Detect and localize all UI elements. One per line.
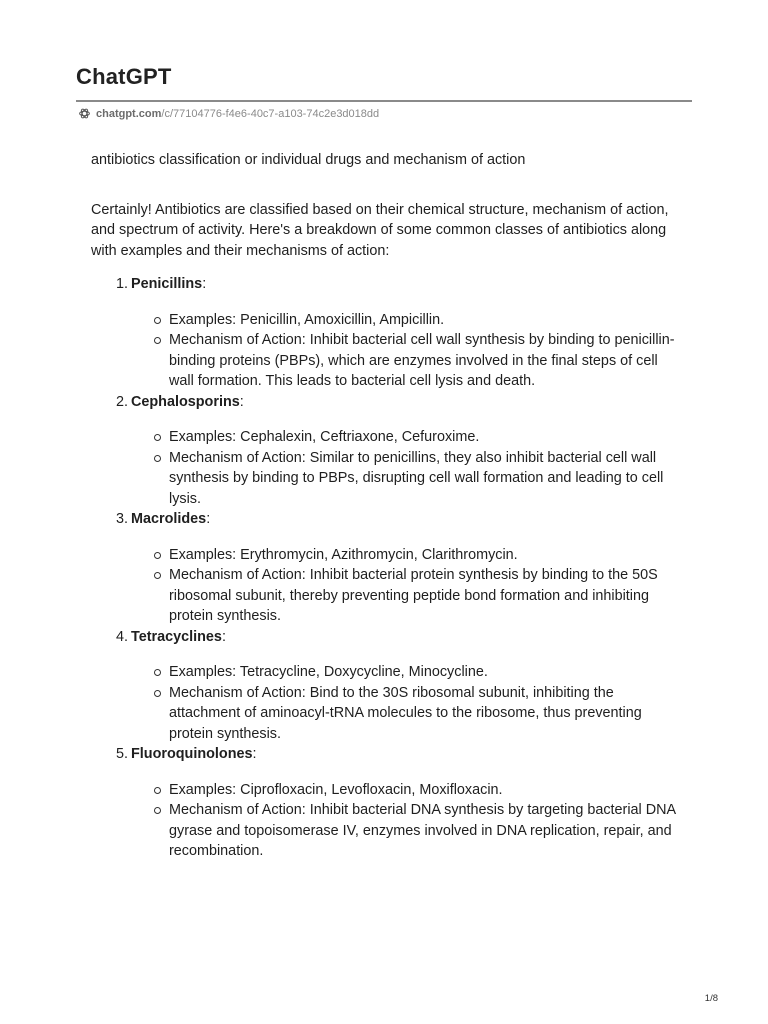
response-intro: Certainly! Antibiotics are classified based on their chemical structure, mechanism of action, and spectrum of activity. Here's a breakdown of some common classes of antibiotics along with examples and their mechanisms of action: bbox=[91, 201, 669, 259]
class-item bbox=[115, 509, 681, 627]
class-examples: Examples: Tetracycline, Doxycycline, Minocycline. bbox=[169, 662, 681, 683]
title-divider bbox=[76, 100, 692, 102]
class-mechanism: Mechanism of Action: Inhibit bacterial cell wall synthesis by binding to penicillin-binding proteins (PBPs), which are enzymes involved in the final steps of cell wall formation. This leads to bacterial cell lysis and death. bbox=[169, 330, 681, 392]
class-number: 2. bbox=[115, 393, 128, 410]
class-number: 4. bbox=[115, 628, 128, 645]
class-details bbox=[131, 427, 681, 509]
class-name: Cephalosporins bbox=[131, 393, 240, 410]
class-heading: 4. Tetracyclines: bbox=[131, 627, 681, 648]
class-item bbox=[115, 274, 681, 392]
class-examples: Examples: Ciprofloxacin, Levofloxacin, Moxifloxacin. bbox=[169, 780, 681, 801]
class-mechanism: Mechanism of Action: Inhibit bacterial protein synthesis by binding to the 50S ribosomal subunit, thereby preventing peptide bond formation and inhibiting protein synthesis. bbox=[169, 565, 681, 627]
class-name: Macrolides bbox=[131, 511, 207, 527]
class-mechanism: Mechanism of Action: Similar to penicillins, they also inhibit bacterial cell wall synthesis by binding to PBPs, disrupting cell wall formation and leading to cell lysis. bbox=[169, 448, 681, 510]
page-number: 1/8 bbox=[704, 993, 718, 1004]
class-details bbox=[131, 662, 681, 744]
chatgpt-logo-icon bbox=[78, 107, 91, 120]
source-domain: chatgpt.com bbox=[96, 107, 162, 120]
source-url[interactable] bbox=[78, 107, 379, 120]
class-name: Tetracyclines bbox=[131, 628, 222, 645]
class-number: 1. bbox=[115, 276, 128, 292]
class-number: 3. bbox=[115, 511, 128, 527]
source-path: /c/77104776-f4e6-40c7-a103-74c2e3d018dd bbox=[161, 107, 380, 120]
class-heading: 3. Macrolides: bbox=[131, 509, 681, 530]
class-details bbox=[131, 780, 681, 862]
class-number: 5. bbox=[115, 746, 128, 762]
class-examples: Examples: Erythromycin, Azithromycin, Clarithromycin. bbox=[169, 545, 681, 566]
class-mechanism: Mechanism of Action: Inhibit bacterial DNA synthesis by targeting bacterial DNA gyrase and topoisomerase IV, enzymes involved in DNA replication, repair, and recombination. bbox=[169, 800, 681, 862]
class-item bbox=[115, 392, 681, 510]
class-examples: Examples: Cephalexin, Ceftriaxone, Cefuroxime. bbox=[169, 427, 681, 448]
class-details bbox=[131, 545, 681, 627]
class-examples: Examples: Penicillin, Amoxicillin, Ampicillin. bbox=[169, 310, 681, 331]
page-title: ChatGPT bbox=[76, 64, 172, 89]
user-prompt: antibiotics classification or individual drugs and mechanism of action bbox=[91, 152, 526, 168]
conversation-content bbox=[91, 150, 681, 862]
class-heading: 2. Cephalosporins: bbox=[131, 392, 681, 413]
class-mechanism: Mechanism of Action: Bind to the 30S ribosomal subunit, inhibiting the attachment of aminoacyl-tRNA molecules to the ribosome, thus preventing protein synthesis. bbox=[169, 683, 681, 745]
class-name: Fluoroquinolones bbox=[131, 746, 253, 762]
class-heading: 5. Fluoroquinolones: bbox=[131, 744, 681, 765]
class-heading: 1. Penicillins: bbox=[131, 274, 681, 295]
class-details bbox=[131, 310, 681, 392]
class-item bbox=[115, 627, 681, 745]
class-name: Penicillins bbox=[131, 276, 203, 292]
class-item bbox=[115, 744, 681, 862]
antibiotic-class-list bbox=[91, 274, 681, 862]
